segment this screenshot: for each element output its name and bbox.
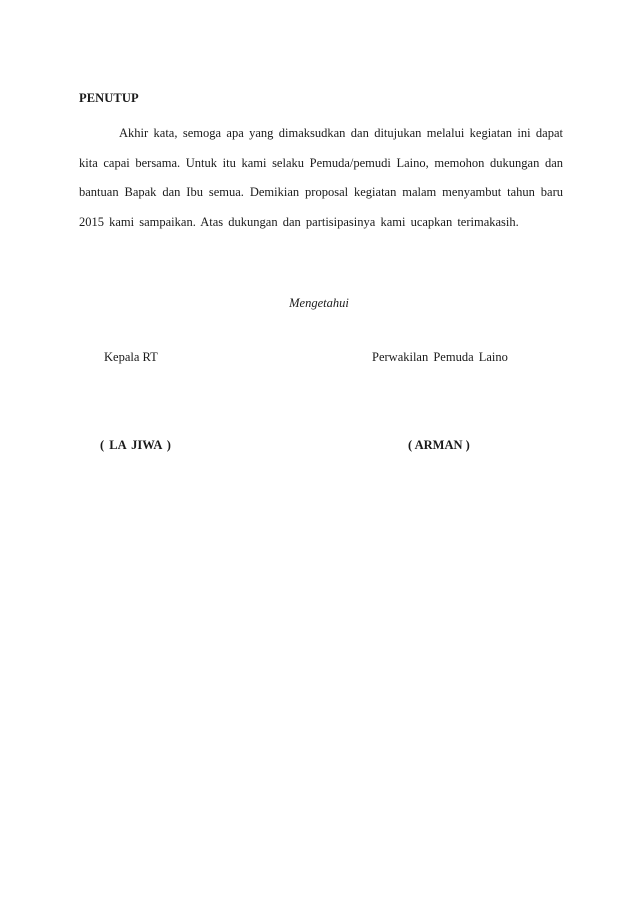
- section-heading: PENUTUP: [79, 91, 139, 105]
- signatory-left-role: Kepala RT: [104, 350, 158, 364]
- signatory-left-name: ( LA JIWA ): [100, 438, 171, 452]
- acknowledged-label: Mengetahui: [289, 296, 349, 310]
- signatory-right-name: ( ARMAN ): [408, 438, 470, 452]
- closing-paragraph: Akhir kata, semoga apa yang dimaksudkan dan ditujukan melalui kegiatan ini dapat kita capai bersama. Untuk itu kami selaku Pemuda/pemudi Laino, memohon dukungan dan bantuan Bapak dan Ibu semua. Demikian proposal kegiatan malam menyambut tahun baru 2015 kami sampaikan. Atas dukungan dan partisipasinya kami ucapkan terimakasih.: [79, 126, 563, 229]
- signatory-right-role: Perwakilan Pemuda Laino: [372, 350, 508, 364]
